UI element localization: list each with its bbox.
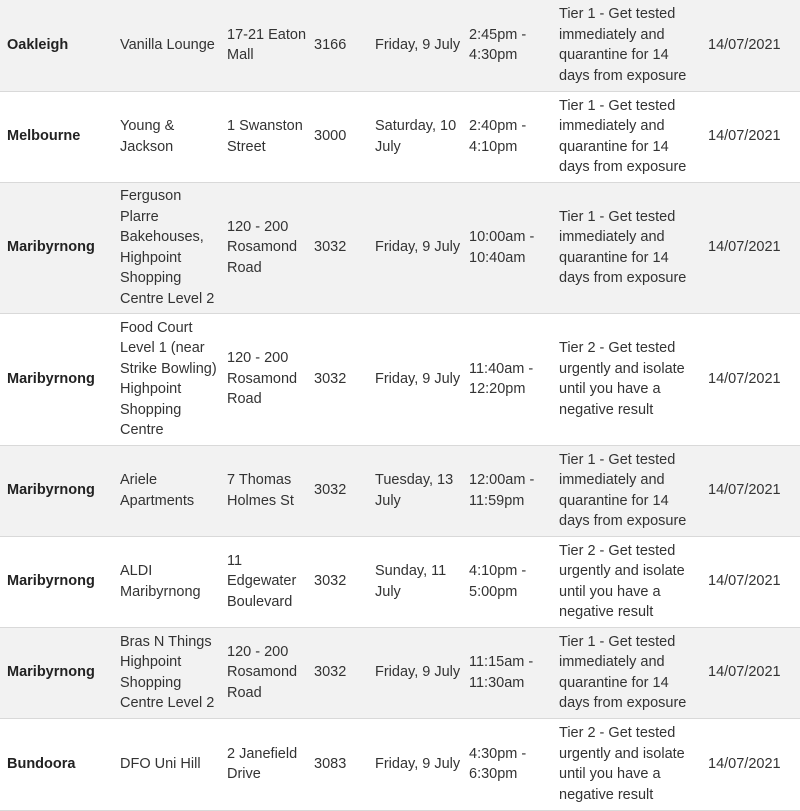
- exposure-date-cell: Friday, 9 July: [373, 718, 467, 810]
- suburb-cell: Oakleigh: [0, 0, 114, 91]
- site-cell: DFO Uni Hill: [114, 718, 225, 810]
- exposure-time-cell: 12:00am - 11:59pm: [467, 445, 557, 536]
- exposure-date-cell: Friday, 9 July: [373, 627, 467, 718]
- health-advice-cell: Tier 2 - Get tested urgently and isolate until you have a negative result: [557, 718, 708, 810]
- exposure-date-cell: Friday, 9 July: [373, 313, 467, 445]
- added-date-cell: 14/07/2021: [708, 313, 800, 445]
- postcode-cell: 3000: [310, 91, 373, 182]
- address-cell: 2 Janefield Drive: [225, 718, 310, 810]
- address-cell: 11 Edgewater Boulevard: [225, 536, 310, 627]
- address-cell: 120 - 200 Rosamond Road: [225, 182, 310, 313]
- site-cell: Ferguson Plarre Bakehouses, Highpoint Shopping Centre Level 2: [114, 182, 225, 313]
- added-date-cell: 14/07/2021: [708, 0, 800, 91]
- health-advice-cell: Tier 1 - Get tested immediately and quarantine for 14 days from exposure: [557, 91, 708, 182]
- table-row: [0, 718, 800, 810]
- table-row: [0, 627, 800, 718]
- table-row: [0, 445, 800, 536]
- suburb-cell: Maribyrnong: [0, 627, 114, 718]
- table-row: [0, 182, 800, 313]
- site-cell: ALDI Maribyrnong: [114, 536, 225, 627]
- site-cell: Vanilla Lounge: [114, 0, 225, 91]
- added-date-cell: 14/07/2021: [708, 627, 800, 718]
- suburb-cell: Maribyrnong: [0, 536, 114, 627]
- health-advice-cell: Tier 1 - Get tested immediately and quarantine for 14 days from exposure: [557, 445, 708, 536]
- health-advice-cell: Tier 1 - Get tested immediately and quarantine for 14 days from exposure: [557, 627, 708, 718]
- exposure-time-cell: 2:40pm - 4:10pm: [467, 91, 557, 182]
- address-cell: 1 Swanston Street: [225, 91, 310, 182]
- exposure-time-cell: 2:45pm - 4:30pm: [467, 0, 557, 91]
- added-date-cell: 14/07/2021: [708, 91, 800, 182]
- health-advice-cell: Tier 2 - Get tested urgently and isolate until you have a negative result: [557, 313, 708, 445]
- site-cell: Ariele Apartments: [114, 445, 225, 536]
- exposure-time-cell: 11:40am - 12:20pm: [467, 313, 557, 445]
- added-date-cell: 14/07/2021: [708, 182, 800, 313]
- added-date-cell: 14/07/2021: [708, 718, 800, 810]
- health-advice-cell: Tier 2 - Get tested urgently and isolate until you have a negative result: [557, 536, 708, 627]
- postcode-cell: 3083: [310, 718, 373, 810]
- postcode-cell: 3032: [310, 445, 373, 536]
- added-date-cell: 14/07/2021: [708, 445, 800, 536]
- postcode-cell: 3032: [310, 627, 373, 718]
- site-cell: Bras N Things Highpoint Shopping Centre Level 2: [114, 627, 225, 718]
- exposure-date-cell: Friday, 9 July: [373, 0, 467, 91]
- site-cell: Young & Jackson: [114, 91, 225, 182]
- suburb-cell: Bundoora: [0, 718, 114, 810]
- exposure-time-cell: 4:30pm - 6:30pm: [467, 718, 557, 810]
- address-cell: 120 - 200 Rosamond Road: [225, 627, 310, 718]
- suburb-cell: Maribyrnong: [0, 445, 114, 536]
- added-date-cell: 14/07/2021: [708, 536, 800, 627]
- exposure-time-cell: 4:10pm - 5:00pm: [467, 536, 557, 627]
- suburb-cell: Maribyrnong: [0, 182, 114, 313]
- suburb-cell: Maribyrnong: [0, 313, 114, 445]
- suburb-cell: Melbourne: [0, 91, 114, 182]
- site-cell: Food Court Level 1 (near Strike Bowling) Highpoint Shopping Centre: [114, 313, 225, 445]
- address-cell: 17-21 Eaton Mall: [225, 0, 310, 91]
- exposure-date-cell: Saturday, 10 July: [373, 91, 467, 182]
- health-advice-cell: Tier 1 - Get tested immediately and quarantine for 14 days from exposure: [557, 0, 708, 91]
- table-row: [0, 536, 800, 627]
- postcode-cell: 3166: [310, 0, 373, 91]
- postcode-cell: 3032: [310, 536, 373, 627]
- address-cell: 7 Thomas Holmes St: [225, 445, 310, 536]
- exposure-date-cell: Friday, 9 July: [373, 182, 467, 313]
- exposure-time-cell: 11:15am - 11:30am: [467, 627, 557, 718]
- health-advice-cell: Tier 1 - Get tested immediately and quarantine for 14 days from exposure: [557, 182, 708, 313]
- postcode-cell: 3032: [310, 182, 373, 313]
- address-cell: 120 - 200 Rosamond Road: [225, 313, 310, 445]
- table-row: [0, 0, 800, 91]
- exposure-time-cell: 10:00am - 10:40am: [467, 182, 557, 313]
- postcode-cell: 3032: [310, 313, 373, 445]
- exposure-date-cell: Tuesday, 13 July: [373, 445, 467, 536]
- table-row: [0, 91, 800, 182]
- table-row: [0, 313, 800, 445]
- exposure-date-cell: Sunday, 11 July: [373, 536, 467, 627]
